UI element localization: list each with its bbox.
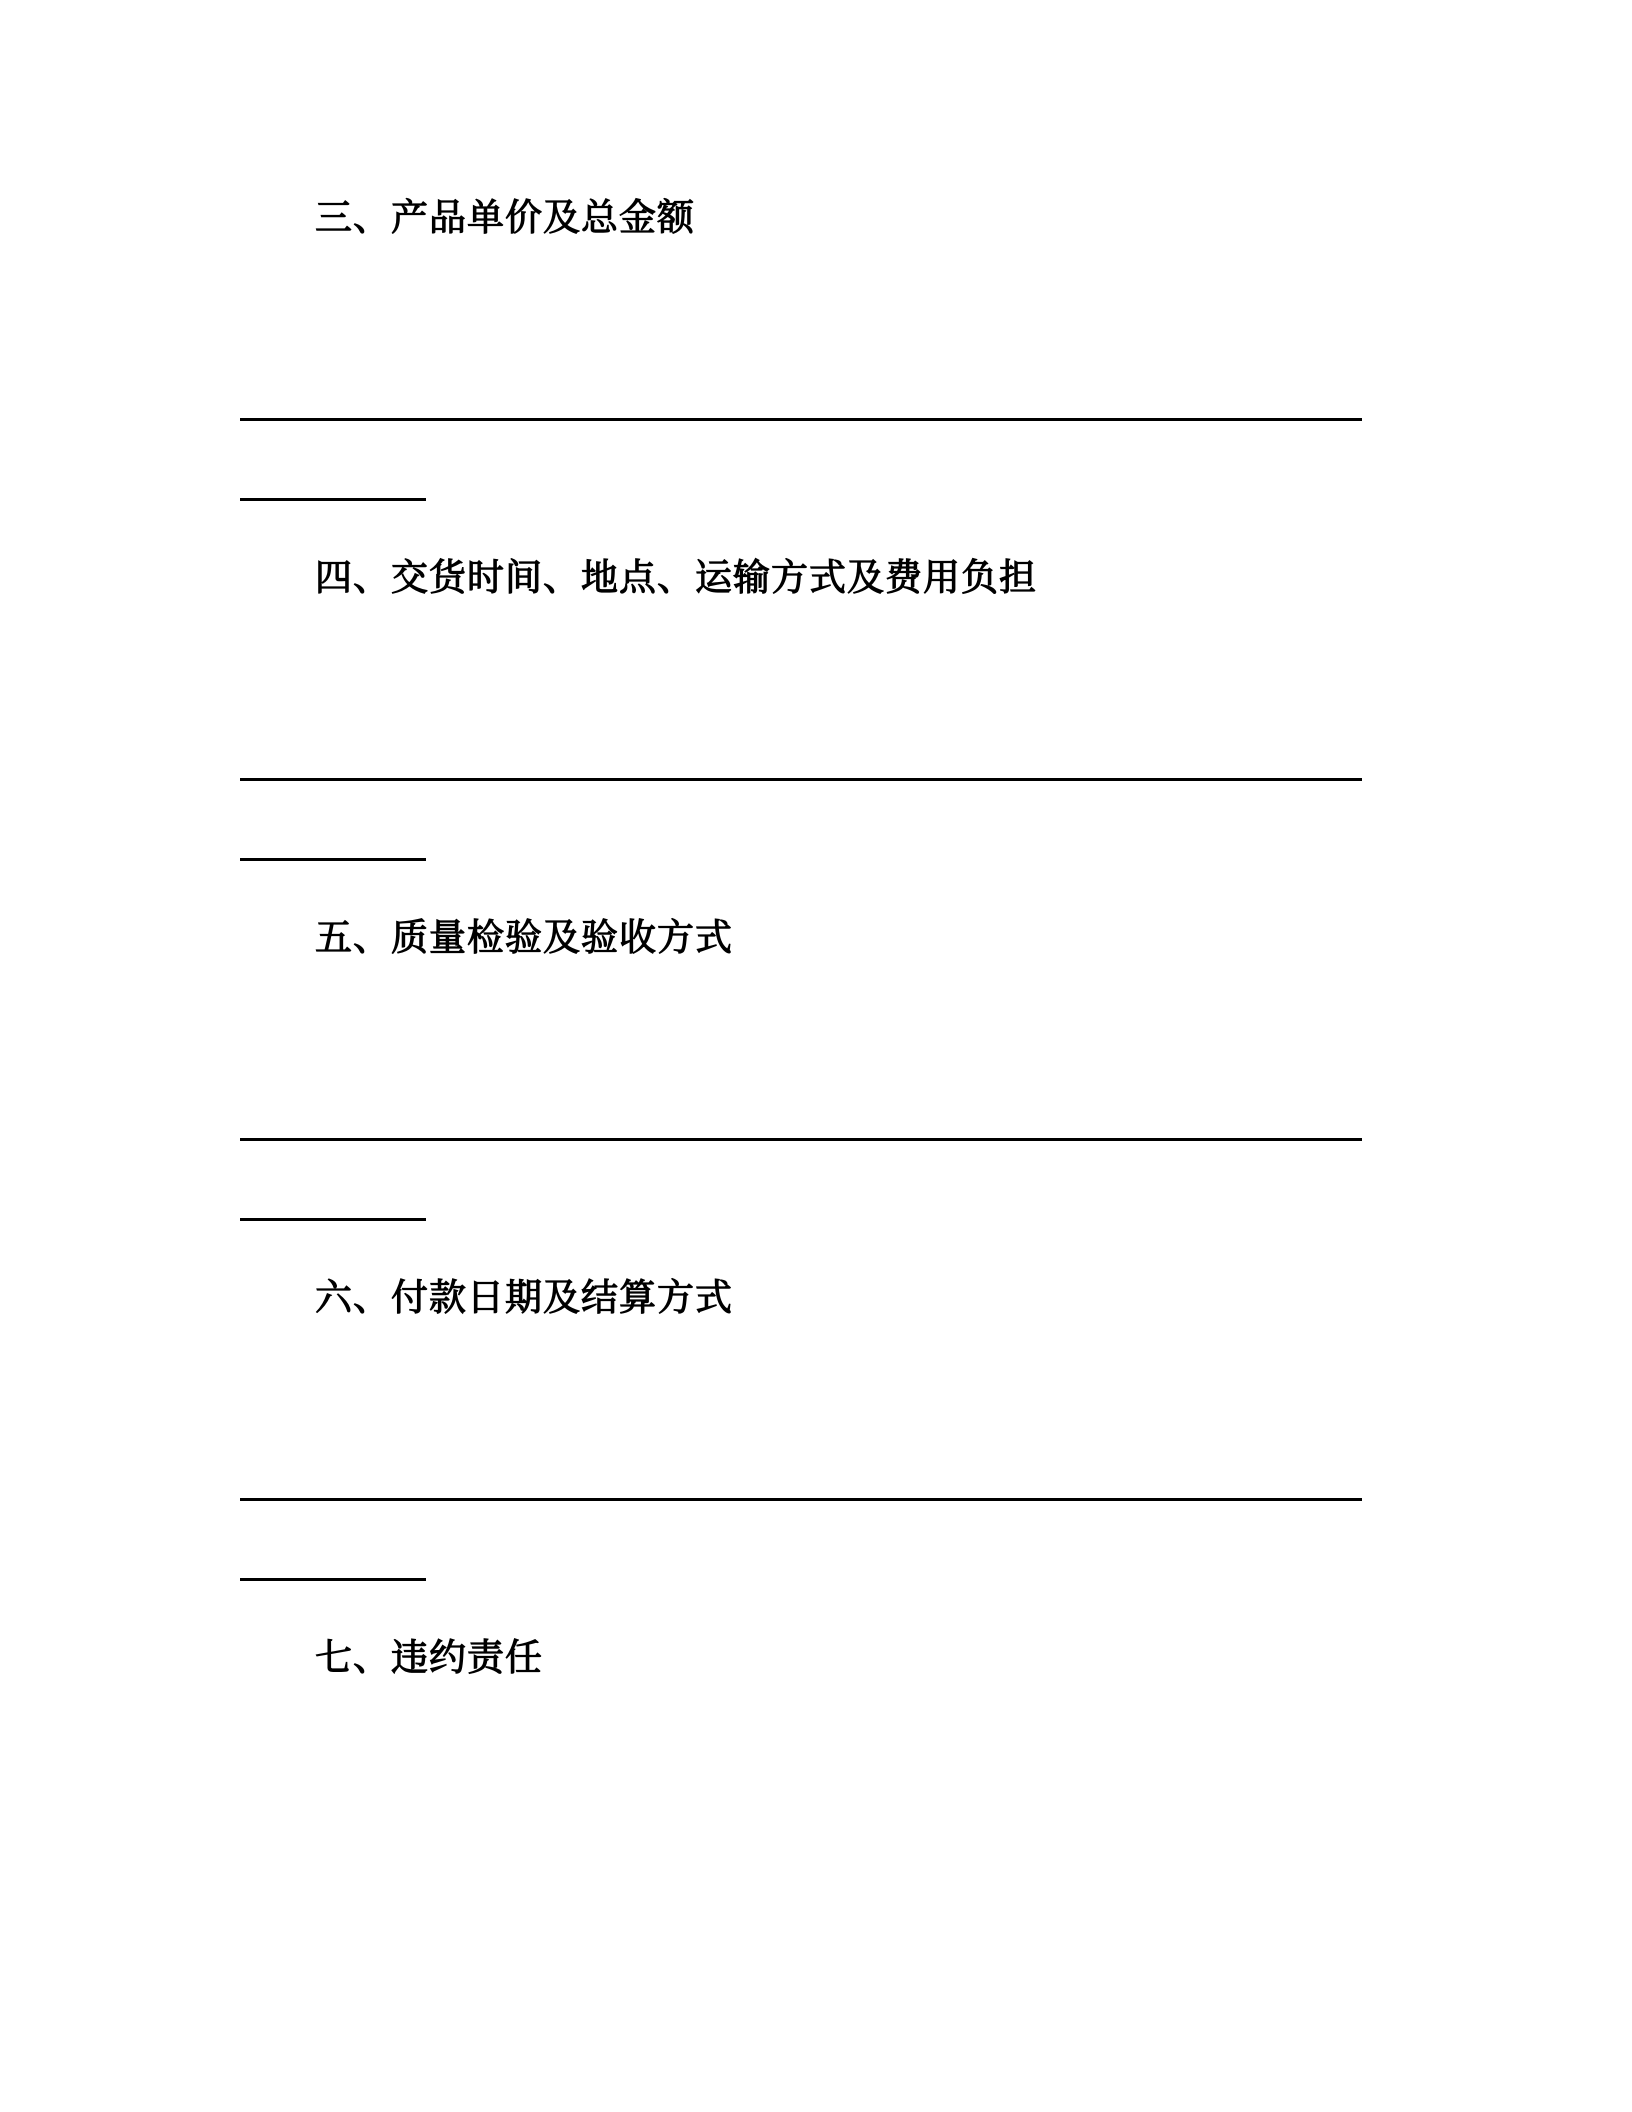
section-heading-5: 五、质量检验及验收方式 (315, 916, 733, 959)
fill-in-line-end (240, 1218, 426, 1221)
fill-in-line (240, 778, 1362, 781)
fill-in-line-end (240, 1578, 426, 1581)
fill-in-line (240, 1498, 1362, 1501)
fill-in-line (240, 1138, 1362, 1141)
fill-in-line-end (240, 858, 426, 861)
section-heading-6: 六、付款日期及结算方式 (315, 1276, 733, 1319)
fill-in-line (240, 418, 1362, 421)
section-heading-3: 三、产品单价及总金额 (315, 196, 695, 239)
section-heading-7: 七、违约责任 (315, 1636, 543, 1679)
fill-in-line-end (240, 498, 426, 501)
section-heading-4: 四、交货时间、地点、运输方式及费用负担 (315, 556, 1037, 599)
